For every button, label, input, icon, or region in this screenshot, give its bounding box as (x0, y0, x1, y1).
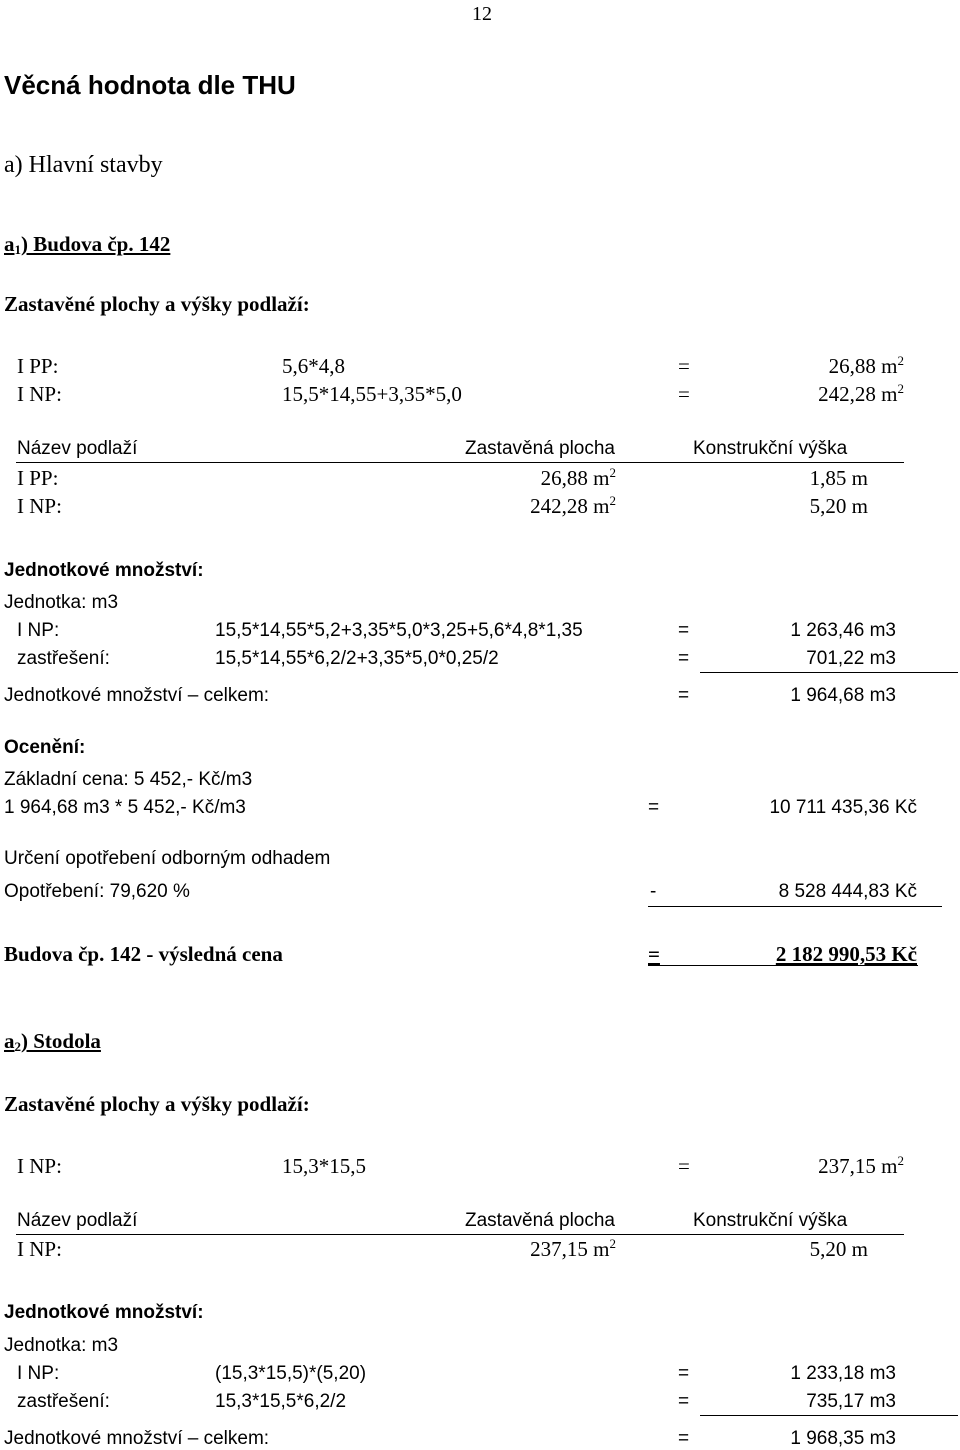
unit-row-label: zastřešení: (17, 648, 110, 669)
result-value: 2 182 990,53 Kč (775, 942, 917, 966)
sum-rule (700, 672, 958, 673)
page-title: Věcná hodnota dle THU (4, 70, 296, 100)
table-header-height: Konstrukční výška (693, 438, 848, 459)
heading-prefix: a (4, 232, 15, 256)
unit-row-label: zastřešení: (17, 1391, 110, 1412)
unit-total-value: 1 968,35 m3 (790, 1428, 896, 1449)
wear-value: 8 528 444,83 Kč (778, 881, 917, 902)
unit-row-equals: = (678, 620, 690, 641)
unit-row-value: 735,17 m3 (806, 1391, 896, 1412)
table-row-height: 5,20 m (809, 1237, 868, 1261)
unit-row-value: 1 263,46 m3 (790, 620, 896, 641)
area-formula: 15,3*15,5 (282, 1154, 366, 1178)
table-row-name: I NP: (17, 1237, 62, 1261)
table-header-rule (16, 1234, 904, 1235)
unit-total-label: Jednotkové množství – celkem: (4, 685, 270, 706)
unit-row-equals: = (678, 648, 690, 669)
table-row-area: 242,28 $m^2$ (530, 493, 616, 518)
unit-row-formula: (15,3*15,5)*(5,20) (215, 1363, 367, 1384)
unit-row-value: 701,22 m3 (806, 648, 896, 669)
table-header-rule (16, 462, 904, 463)
sum-rule (700, 1415, 958, 1416)
base-price: Základní cena: 5 452,- Kč/m3 (4, 769, 253, 790)
valuation-heading: Ocenění: (4, 737, 86, 758)
table-header-area: Zastavěná plocha (465, 1210, 615, 1231)
area-label: I NP: (17, 382, 62, 406)
unit-row-label: I NP: (17, 1363, 60, 1384)
wear-sign: - (650, 881, 657, 902)
table-row-name: I NP: (17, 494, 62, 518)
table-header-height: Konstrukční výška (693, 1210, 848, 1231)
calc-value: 10 711 435,36 Kč (769, 797, 917, 818)
result-label: Budova čp. 142 - výsledná cena (4, 942, 283, 966)
subtract-rule (648, 906, 942, 907)
heading-suffix: ) Stodola (21, 1029, 101, 1053)
table-header-floor: Název podlaží (17, 438, 138, 459)
unit-total-equals: = (678, 1428, 690, 1449)
subsection-heading-a1 (4, 234, 170, 255)
unit-row-formula: 15,5*14,55*5,2+3,35*5,0*3,25+5,6*4,8*1,35 (215, 620, 583, 641)
subsection-heading-a2 (4, 1031, 101, 1052)
area-label: I NP: (17, 1154, 62, 1178)
heading-subscript: 2 (14, 1039, 21, 1054)
page-number: 12 (472, 3, 492, 25)
unit-row-value: 1 233,18 m3 (790, 1363, 896, 1384)
area-label: I PP: (17, 354, 59, 378)
unit-row-equals: = (678, 1363, 690, 1384)
unit-row-equals: = (678, 1391, 690, 1412)
table-header-area: Zastavěná plocha (465, 438, 615, 459)
unit-label: Jednotka: m3 (4, 592, 119, 613)
unit-label: Jednotka: m3 (4, 1335, 119, 1356)
areas-heading: Zastavěné plochy a výšky podlaží: (4, 292, 310, 316)
unit-row-formula: 15,3*15,5*6,2/2 (215, 1391, 347, 1412)
wear-method: Určení opotřebení odborným odhadem (4, 848, 331, 869)
area-equals: = (678, 382, 690, 406)
section-heading: a) Hlavní stavby (4, 152, 163, 178)
calc-equals: = (648, 797, 660, 818)
heading-prefix: a (4, 1029, 15, 1053)
table-header-floor: Název podlaží (17, 1210, 138, 1231)
result-equals: = (648, 942, 660, 966)
area-equals: = (678, 354, 690, 378)
area-equals: = (678, 1154, 690, 1178)
area-formula: 5,6*4,8 (282, 354, 345, 378)
unit-total-label: Jednotkové množství – celkem: (4, 1428, 270, 1449)
heading-subscript: 1 (14, 242, 21, 257)
areas-heading: Zastavěné plochy a výšky podlaží: (4, 1092, 310, 1116)
area-formula: 15,5*14,55+3,35*5,0 (282, 382, 462, 406)
unit-row-formula: 15,5*14,55*6,2/2+3,35*5,0*0,25/2 (215, 648, 499, 669)
unit-heading: Jednotkové množství: (4, 560, 204, 581)
area-value: 242,28 $m^2$ (818, 381, 904, 406)
area-value: 26,88 $m^2$ (828, 353, 904, 378)
unit-total-value: 1 964,68 m3 (790, 685, 896, 706)
unit-total-equals: = (678, 685, 690, 706)
table-row-height: 5,20 m (809, 494, 868, 518)
wear-label: Opotřebení: 79,620 % (4, 881, 190, 902)
table-row-area: 237,15 $m^2$ (530, 1236, 616, 1261)
table-row-height: 1,85 m (809, 466, 868, 490)
result-underline (648, 965, 918, 966)
table-row-area: 26,88 $m^2$ (540, 465, 616, 490)
area-value: 237,15 $m^2$ (818, 1153, 904, 1178)
calc-label: 1 964,68 m3 * 5 452,- Kč/m3 (4, 797, 246, 818)
heading-suffix: ) Budova čp. 142 (21, 232, 171, 256)
table-row-name: I PP: (17, 466, 59, 490)
unit-row-label: I NP: (17, 620, 60, 641)
unit-heading: Jednotkové množství: (4, 1302, 204, 1323)
